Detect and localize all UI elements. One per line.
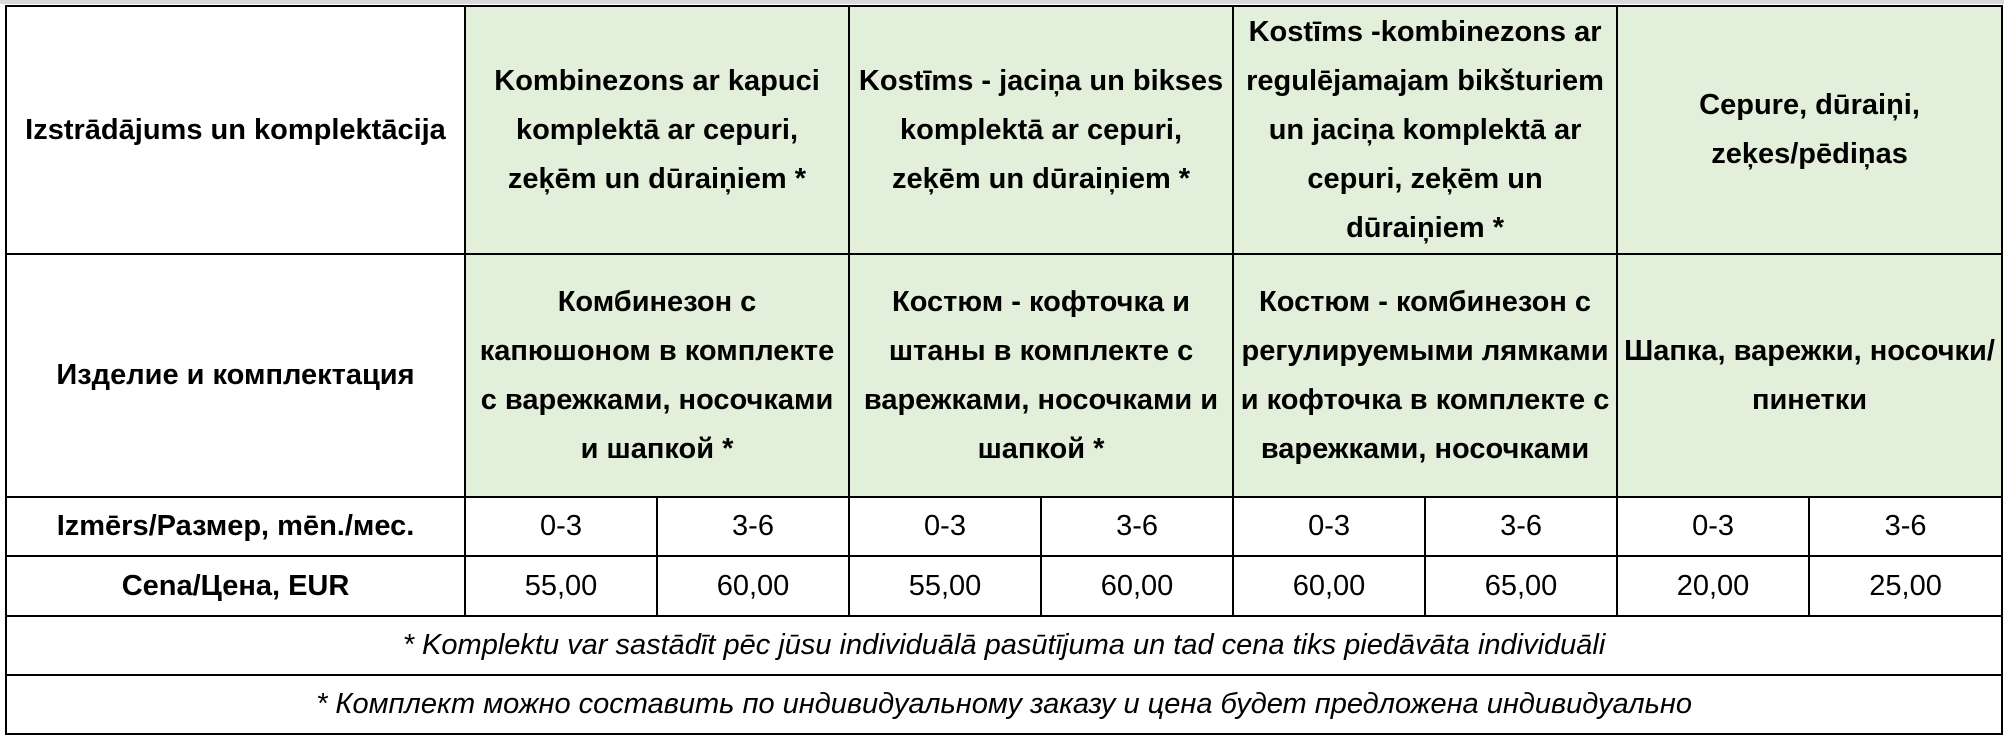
product-3-ru-cell: Костюм - комбинезон с регулируемыми лямками и кофточка в комплекте с варежками, носочками <box>1233 254 1617 497</box>
note-lv-row <box>6 616 2002 675</box>
size-row <box>6 497 2002 556</box>
size-cell: 3-6 <box>1041 497 1233 556</box>
price-cell: 20,00 <box>1617 556 1809 616</box>
size-label-cell: Izmērs/Размер, mēn./мес. <box>6 497 465 556</box>
price-cell: 55,00 <box>465 556 657 616</box>
price-label-cell: Cena/Цена, EUR <box>6 556 465 616</box>
price-cell: 65,00 <box>1425 556 1617 616</box>
product-name-lv-row <box>6 6 2002 254</box>
size-cell: 3-6 <box>657 497 849 556</box>
note-ru-row <box>6 675 2002 734</box>
product-ru-label-cell: Изделие и комплектация <box>6 254 465 497</box>
product-lv-label-cell: Izstrādājums un komplektācija <box>6 6 465 254</box>
price-cell: 55,00 <box>849 556 1041 616</box>
product-4-lv-cell: Cepure, dūraiņi, zeķes/pēdiņas <box>1617 6 2002 254</box>
price-cell: 60,00 <box>657 556 849 616</box>
size-cell: 3-6 <box>1425 497 1617 556</box>
sheet-top-gridline <box>0 0 2004 4</box>
product-1-lv-cell: Kombinezons ar kapuci komplektā ar cepuri, zeķēm un dūraiņiem * <box>465 6 849 254</box>
size-cell: 3-6 <box>1809 497 2002 556</box>
price-row <box>6 556 2002 616</box>
product-3-lv-cell: Kostīms -kombinezons ar regulējamajam bikšturiem un jaciņa komplektā ar cepuri, zeķēm un dūraiņiem * <box>1233 6 1617 254</box>
product-2-ru-cell: Костюм - кофточка и штаны в комплекте с варежками, носочками и шапкой * <box>849 254 1233 497</box>
size-cell: 0-3 <box>849 497 1041 556</box>
note-ru-cell: * Комплект можно составить по индивидуальному заказу и цена будет предложена индивидуально <box>6 675 2002 734</box>
price-table <box>5 5 2003 735</box>
price-cell: 60,00 <box>1233 556 1425 616</box>
price-cell: 25,00 <box>1809 556 2002 616</box>
price-cell: 60,00 <box>1041 556 1233 616</box>
product-2-lv-cell: Kostīms - jaciņa un bikses komplektā ar cepuri, zeķēm un dūraiņiem * <box>849 6 1233 254</box>
product-4-ru-cell: Шапка, варежки, носочки/пинетки <box>1617 254 2002 497</box>
size-cell: 0-3 <box>1233 497 1425 556</box>
size-cell: 0-3 <box>465 497 657 556</box>
note-lv-cell: * Komplektu var sastādīt pēc jūsu individuālā pasūtījuma un tad cena tiks piedāvāta individuāli <box>6 616 2002 675</box>
size-cell: 0-3 <box>1617 497 1809 556</box>
product-1-ru-cell: Комбинезон с капюшоном в комплекте с варежками, носочками и шапкой * <box>465 254 849 497</box>
product-name-ru-row <box>6 254 2002 497</box>
